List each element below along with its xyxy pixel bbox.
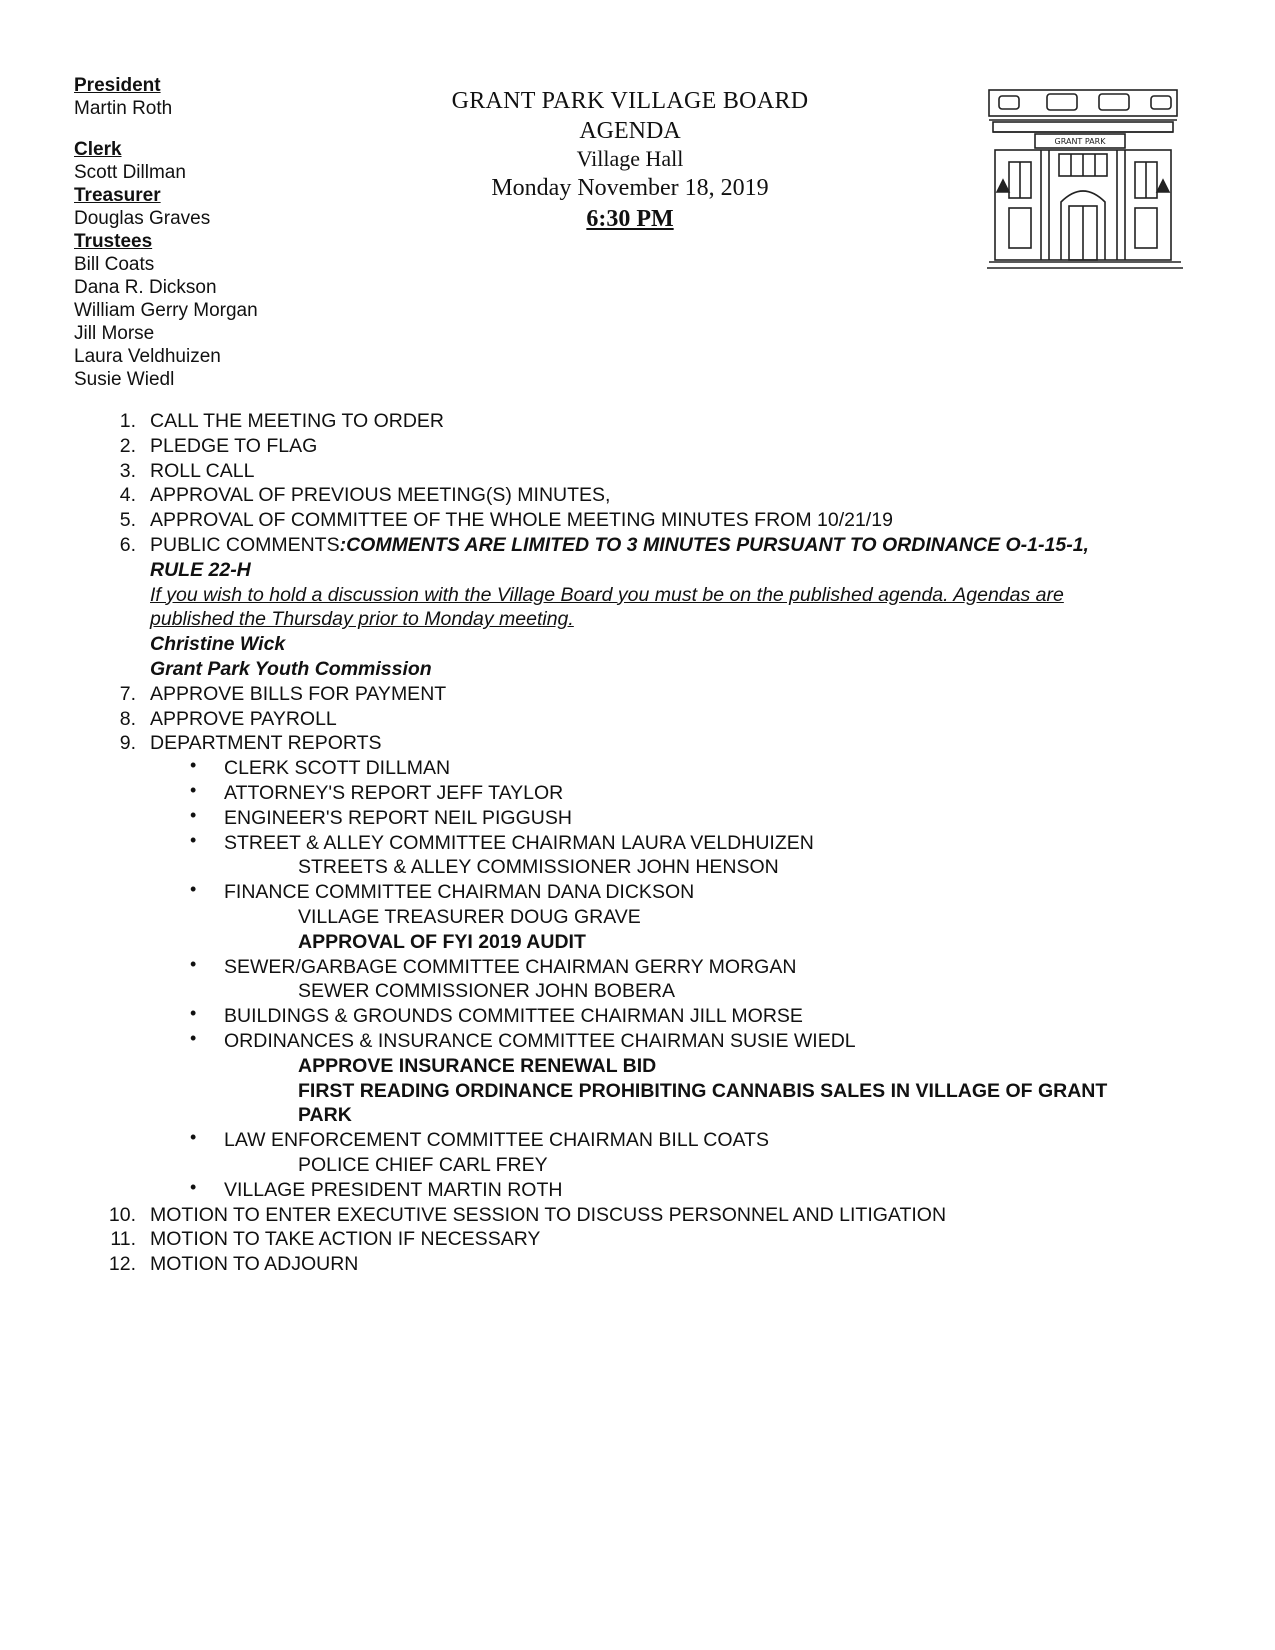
treasurer-heading: Treasurer bbox=[74, 185, 161, 206]
comment-rule-cont: RULE 22-H bbox=[150, 558, 251, 581]
item-number: 1. bbox=[119, 410, 136, 432]
trustee-name: William Gerry Morgan bbox=[74, 300, 258, 321]
comment-note-cont: published the Thursday prior to Monday meeting. bbox=[150, 608, 574, 631]
report-text: ORDINANCES & INSURANCE COMMITTEE CHAIRMAN SUSIE WIEDL bbox=[224, 1029, 856, 1052]
president-heading: President bbox=[74, 75, 161, 96]
item-number: 2. bbox=[119, 434, 136, 457]
item-text: DEPARTMENT REPORTS bbox=[150, 732, 382, 755]
item-text: APPROVE PAYROLL bbox=[150, 707, 337, 730]
agenda-item bbox=[108, 508, 1218, 533]
department-report bbox=[108, 781, 1218, 806]
item-number: 10. bbox=[108, 1203, 136, 1226]
item-text: APPROVAL OF PREVIOUS MEETING(S) MINUTES, bbox=[150, 484, 611, 507]
logo-sign-text: GRANT PARK bbox=[1054, 137, 1106, 146]
item-text: APPROVAL OF COMMITTEE OF THE WHOLE MEETING MINUTES FROM 10/21/19 bbox=[150, 509, 893, 532]
item-number: 12. bbox=[108, 1253, 136, 1276]
report-text: BUILDINGS & GROUNDS COMMITTEE CHAIRMAN JILL MORSE bbox=[224, 1005, 803, 1028]
meeting-date: Monday November 18, 2019 bbox=[491, 175, 769, 201]
item-text: PLEDGE TO FLAG bbox=[150, 434, 318, 457]
report-action-item: APPROVAL OF FYI 2019 AUDIT bbox=[298, 930, 586, 953]
department-report bbox=[108, 756, 1218, 781]
agenda-item bbox=[108, 731, 1218, 756]
trustee-name: Susie Wiedl bbox=[74, 369, 175, 390]
item-number: 3. bbox=[119, 459, 136, 482]
trustee-name: Jill Morse bbox=[74, 323, 155, 344]
bullet-icon: • bbox=[190, 779, 197, 800]
department-report bbox=[108, 880, 1218, 905]
department-report bbox=[108, 1029, 1218, 1054]
report-text: SEWER/GARBAGE COMMITTEE CHAIRMAN GERRY MORGAN bbox=[224, 955, 797, 978]
report-text: STREET & ALLEY COMMITTEE CHAIRMAN LAURA VELDHUIZEN bbox=[224, 831, 814, 854]
item-number: 8. bbox=[119, 707, 136, 730]
bullet-icon: • bbox=[190, 829, 197, 850]
report-subitem: VILLAGE TREASURER DOUG GRAVE bbox=[298, 905, 641, 928]
agenda-item bbox=[108, 434, 1218, 459]
bullet-icon: • bbox=[190, 1027, 197, 1048]
department-report bbox=[108, 806, 1218, 831]
board-title: GRANT PARK VILLAGE BOARD bbox=[451, 88, 809, 114]
comment-note: If you wish to hold a discussion with the Village Board you must be on the published agenda. Agendas are bbox=[150, 583, 1064, 606]
agenda-list bbox=[108, 409, 1218, 1277]
trustee-name: Bill Coats bbox=[74, 254, 155, 275]
report-action-item: FIRST READING ORDINANCE PROHIBITING CANNABIS SALES IN VILLAGE OF GRANT bbox=[298, 1079, 1108, 1102]
report-text: ATTORNEY'S REPORT JEFF TAYLOR bbox=[224, 781, 564, 804]
item-text: MOTION TO TAKE ACTION IF NECESSARY bbox=[150, 1228, 541, 1251]
item-number: 11. bbox=[110, 1228, 136, 1251]
report-subitem: STREETS & ALLEY COMMISSIONER JOHN HENSON bbox=[298, 856, 779, 879]
item-number: 7. bbox=[119, 682, 136, 705]
clerk-heading: Clerk bbox=[74, 139, 122, 160]
item-number: 6. bbox=[119, 533, 136, 556]
bullet-icon: • bbox=[190, 953, 197, 974]
agenda-item bbox=[108, 1252, 1218, 1277]
agenda-item bbox=[108, 1227, 1218, 1252]
bullet-icon: • bbox=[190, 879, 197, 900]
treasurer-name: Douglas Graves bbox=[74, 208, 211, 229]
agenda-item-public-comments bbox=[108, 533, 1218, 558]
item-number: 4. bbox=[119, 484, 136, 507]
report-action-item: APPROVE INSURANCE RENEWAL BID bbox=[298, 1054, 657, 1077]
clerk-name: Scott Dillman bbox=[74, 162, 186, 183]
report-action-item-cont: PARK bbox=[298, 1104, 352, 1127]
bullet-icon: • bbox=[190, 1176, 197, 1197]
department-report bbox=[108, 1004, 1218, 1029]
bullet-icon: • bbox=[190, 1127, 197, 1148]
trustee-name: Dana R. Dickson bbox=[74, 277, 217, 298]
report-text: ENGINEER'S REPORT NEIL PIGGUSH bbox=[224, 806, 572, 829]
agenda-item bbox=[108, 1203, 1218, 1228]
report-subitem: POLICE CHIEF CARL FREY bbox=[298, 1153, 548, 1176]
report-subitem: SEWER COMMISSIONER JOHN BOBERA bbox=[298, 980, 676, 1003]
item-text: MOTION TO ENTER EXECUTIVE SESSION TO DISCUSS PERSONNEL AND LITIGATION bbox=[150, 1203, 947, 1226]
item-number: 5. bbox=[119, 509, 136, 532]
agenda-item bbox=[108, 459, 1218, 484]
agenda-item bbox=[108, 682, 1218, 707]
report-text: VILLAGE PRESIDENT MARTIN ROTH bbox=[224, 1178, 563, 1201]
department-report bbox=[108, 1178, 1218, 1203]
meeting-location: Village Hall bbox=[576, 146, 684, 171]
department-report bbox=[108, 831, 1218, 856]
officers-list bbox=[74, 74, 258, 391]
agenda-item bbox=[108, 409, 1218, 434]
item-text: ROLL CALL bbox=[150, 459, 255, 482]
bullet-icon: • bbox=[190, 755, 197, 776]
item-text: PUBLIC COMMENTS bbox=[150, 533, 340, 556]
report-text: FINANCE COMMITTEE CHAIRMAN DANA DICKSON bbox=[224, 881, 695, 904]
trustee-name: Laura Veldhuizen bbox=[74, 346, 221, 367]
speaker-organization: Grant Park Youth Commission bbox=[150, 657, 432, 680]
meeting-time: 6:30 PM bbox=[586, 206, 674, 232]
agenda-header bbox=[430, 86, 830, 234]
item-text: MOTION TO ADJOURN bbox=[150, 1253, 359, 1276]
bullet-icon: • bbox=[190, 804, 197, 825]
report-text: LAW ENFORCEMENT COMMITTEE CHAIRMAN BILL COATS bbox=[224, 1129, 769, 1152]
agenda-item bbox=[108, 707, 1218, 732]
bullet-icon: • bbox=[190, 1003, 197, 1024]
item-number: 9. bbox=[119, 732, 136, 755]
agenda-item bbox=[108, 483, 1218, 508]
agenda-title: AGENDA bbox=[579, 118, 681, 144]
president-name: Martin Roth bbox=[74, 98, 173, 119]
trustees-heading: Trustees bbox=[74, 231, 153, 252]
village-hall-logo bbox=[985, 84, 1185, 274]
comment-rule: :COMMENTS ARE LIMITED TO 3 MINUTES PURSUANT TO ORDINANCE O-1-15-1, bbox=[339, 533, 1089, 556]
department-report bbox=[108, 1128, 1218, 1153]
report-text: CLERK SCOTT DILLMAN bbox=[224, 757, 451, 780]
item-text: CALL THE MEETING TO ORDER bbox=[150, 410, 445, 432]
item-text: APPROVE BILLS FOR PAYMENT bbox=[150, 682, 447, 705]
department-report bbox=[108, 955, 1218, 980]
public-speaker: Christine Wick bbox=[150, 633, 286, 656]
